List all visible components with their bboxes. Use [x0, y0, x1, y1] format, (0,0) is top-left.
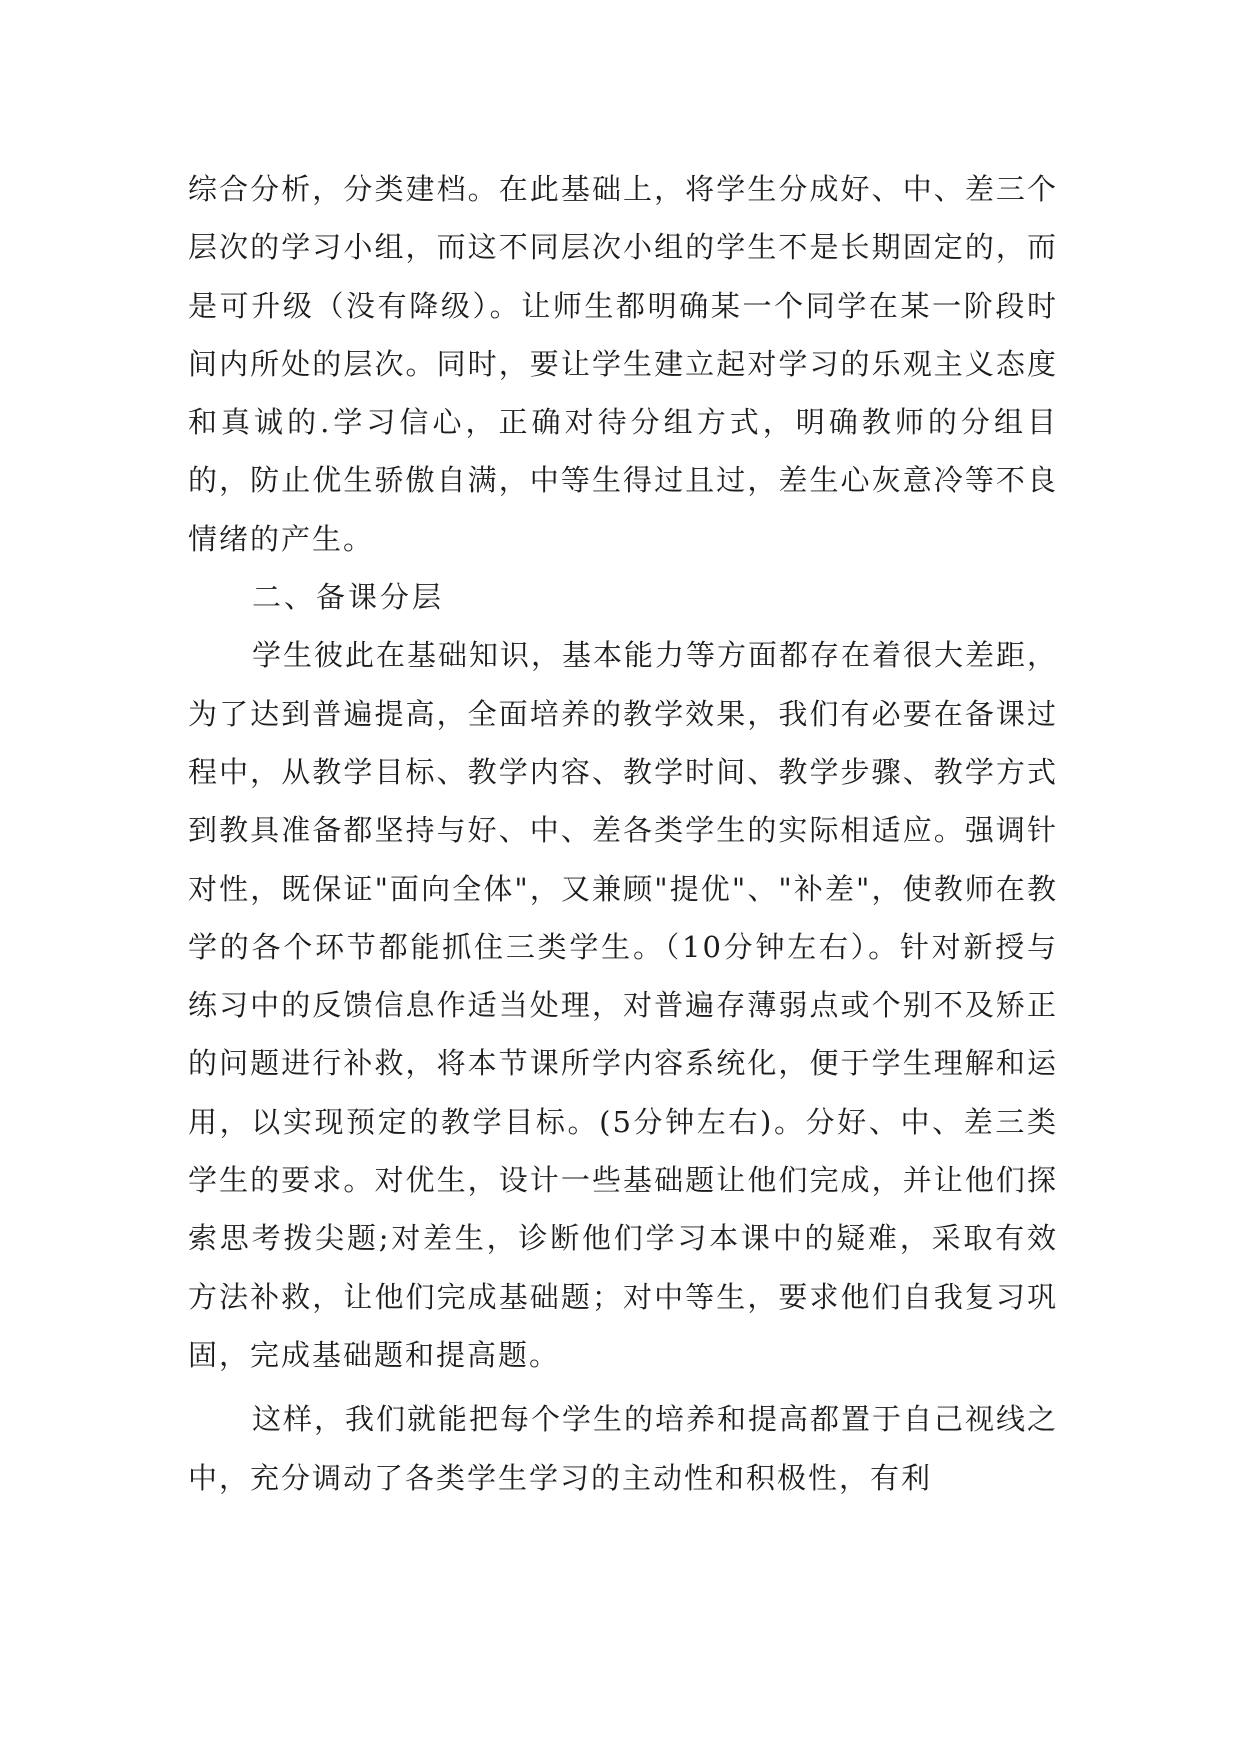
paragraph-lesson-prep: 学生彼此在基础知识，基本能力等方面都存在着很大差距，为了达到普遍提高，全面培养的教学效果，我们有必要在备课过程中，从教学目标、教学内容、教学时间、教学步骤、教学方式到教具准备都坚持与好、中、差各类学生的实际相适应。强调针对性，既保证"面向全体"，又兼顾"提优"、"补差"，使教师在教学的各个环节都能抓住三类学生。（10分钟左右）。针对新授与练习中的反馈信息作适当处理，对普遍存薄弱点或个别不及矫正的问题进行补救，将本节课所学内容系统化，便于学生理解和运用，以实现预定的教学目标。(5分钟左右)。分好、中、差三类学生的要求。对优生，设计一些基础题让他们完成，并让他们探索思考拨尖题;对差生，诊断他们学习本课中的疑难，采取有效方法补救，让他们完成基础题；对中等生，要求他们自我复习巩固，完成基础题和提高题。	[188, 638, 1059, 1372]
paragraph-conclusion: 这样，我们就能把每个学生的培养和提高都置于自己视线之中，充分调动了各类学生学习的主动性和积极性，有利	[188, 1402, 1059, 1495]
paragraph-grouping: 综合分析，分类建档。在此基础上，将学生分成好、中、差三个层次的学习小组，而这不同层次小组的学生不是长期固定的，而是可升级（没有降级）。让师生都明确某一个同学在某一阶段时间内所处的层次。同时，要让学生建立起对学习的乐观主义态度和真诚的.学习信心，正确对待分组方式，明确教师的分组目的，防止优生骄傲自满，中等生得过且过，差生心灰意冷等不良情绪的产生。	[188, 172, 1058, 556]
section-heading-lesson-prep: 二、备课分层	[252, 580, 445, 615]
document-body	[188, 160, 1058, 1507]
